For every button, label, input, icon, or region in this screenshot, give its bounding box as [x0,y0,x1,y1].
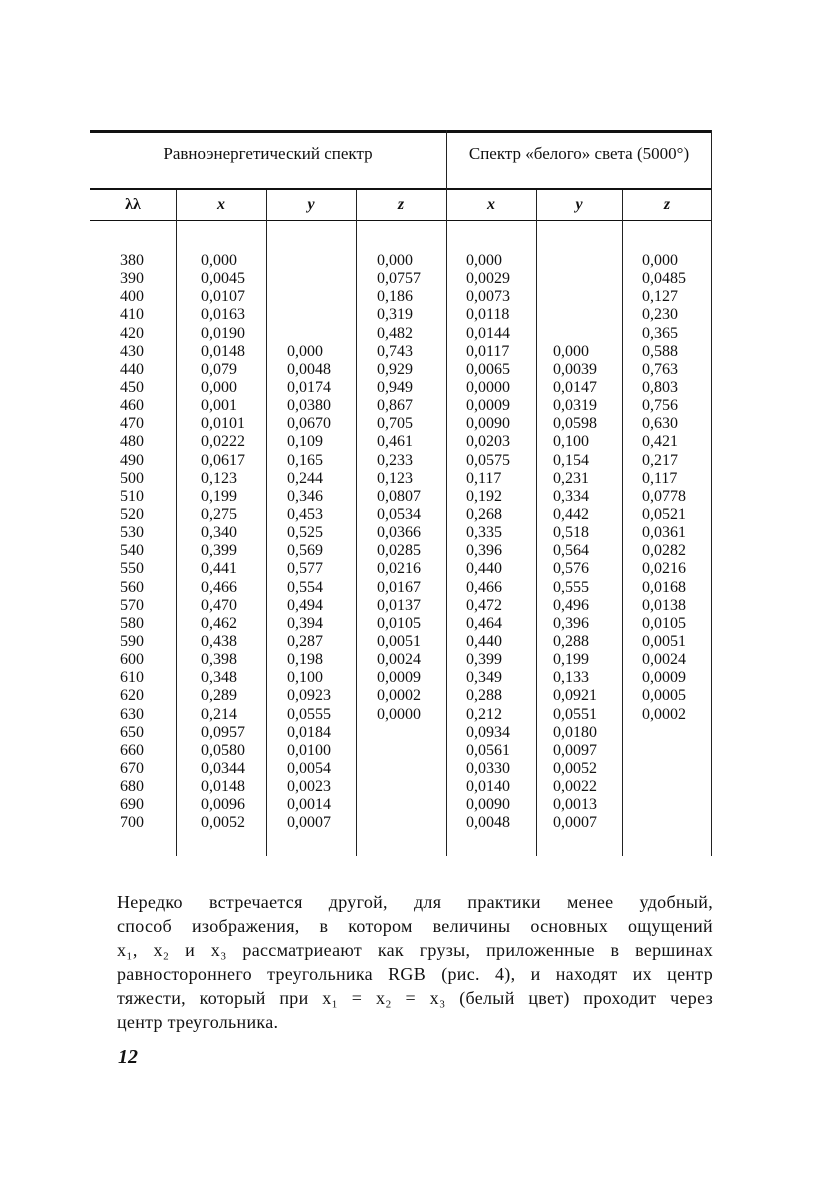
table-cell: 0,0105 [377,614,421,632]
table-cell: 0,0051 [642,632,686,650]
table-cell: 0,496 [553,596,589,614]
table-cell: 0,929 [377,360,413,378]
table-cell: 0,0002 [377,687,421,705]
table-cell: 0,0048 [466,814,510,832]
table-cell: 0,0052 [201,814,245,832]
table-cell: 0,462 [201,614,237,632]
column-eq-y [287,252,331,833]
column-divider [266,190,267,856]
table-cell-empty [553,288,597,306]
table-cell: 0,335 [466,524,502,542]
table-cell: 0,0580 [201,741,245,759]
table-cell: 0,0096 [201,796,245,814]
table-cell: 0,564 [553,542,589,560]
table-cell: 0,0957 [201,723,245,741]
table-cell: 0,275 [201,505,237,523]
table-cell: 590 [120,632,144,650]
table-cell: 0,0048 [287,360,331,378]
table-cell: 440 [120,360,144,378]
table-cell: 0,0282 [642,542,686,560]
table-cell: 380 [120,252,144,269]
table-cell: 0,0007 [287,814,331,832]
table-cell: 0,100 [553,433,589,451]
table-cell: 0,288 [466,687,502,705]
column-eq-z [377,252,421,724]
page-number: 12 [118,1046,138,1068]
table-cell: 500 [120,469,144,487]
table-cell: 0,0045 [201,270,245,288]
paragraph-line: тяжести, который при x₁ = x₂ = x₃ (белый цвет) проходит через [117,988,713,1008]
table-cell: 0,518 [553,524,589,542]
table-cell: 0,287 [287,632,323,650]
table-cell: 0,438 [201,632,237,650]
table-cell: 0,0065 [466,360,510,378]
column-wh-y [553,252,597,833]
table-cell: 0,0344 [201,759,245,777]
table-cell: 0,0147 [553,378,597,396]
table-cell: 0,0184 [287,723,331,741]
table-cell: 0,0024 [377,651,421,669]
column-divider [622,190,623,856]
table-cell: 0,199 [201,487,237,505]
col-header-eq-y: y [307,196,315,213]
table-cell: 0,0216 [642,560,686,578]
table-cell: 0,0009 [377,669,421,687]
table-cell: 0,288 [553,632,589,650]
table-cell: 0,230 [642,306,678,324]
table-cell: 0,319 [377,306,413,324]
table-cell-empty [287,288,331,306]
col-header-lambda: λλ [125,196,141,213]
table-cell: 0,394 [287,614,323,632]
table-cell: 0,000 [201,378,237,396]
table-cell: 0,0934 [466,723,510,741]
table-cell: 0,000 [377,252,413,269]
table-cell: 0,0105 [642,614,686,632]
column-eq-x [201,252,245,833]
table-cell: 680 [120,778,144,796]
group-header-white-light: Спектр «белого» света (5000°) [468,144,690,163]
table-cell: 0,214 [201,705,237,723]
table-cell: 0,0190 [201,324,245,342]
table-cell: 0,0555 [287,705,331,723]
table-cell: 0,0598 [553,415,597,433]
table-cell: 0,0090 [466,415,510,433]
table-cell: 0,0052 [553,759,597,777]
table-cell: 0,0551 [553,705,597,723]
table-cell: 0,0138 [642,596,686,614]
table-cell: 560 [120,578,144,596]
table-cell: 460 [120,397,144,415]
table-cell: 0,000 [553,342,589,360]
table-cell-empty [553,325,597,343]
table-cell: 0,705 [377,415,413,433]
table-cell-empty [553,252,597,270]
table-cell: 0,0521 [642,505,686,523]
table-cell: 0,0148 [201,342,245,360]
table-cell: 690 [120,796,144,814]
table-cell: 0,231 [553,469,589,487]
table-cell: 0,0319 [553,397,597,415]
table-cell: 0,0807 [377,487,421,505]
column-divider [176,190,177,856]
table-cell: 670 [120,759,144,777]
table-cell: 0,0009 [642,669,686,687]
table-cell: 0,0923 [287,687,331,705]
table-cell: 0,0029 [466,270,510,288]
col-header-wh-z: z [663,196,671,213]
col-header-wh-x: x [487,196,495,213]
table-cell: 530 [120,524,144,542]
table-cell: 0,186 [377,288,413,306]
table-cell: 0,867 [377,397,413,415]
table-cell: 0,001 [201,397,237,415]
table-cell: 0,334 [553,487,589,505]
table-cell: 0,803 [642,378,678,396]
table-cell: 450 [120,378,144,396]
table-cell: 520 [120,505,144,523]
table-cell: 0,743 [377,342,413,360]
spectral-table [90,130,712,856]
table-cell: 0,133 [553,669,589,687]
col-header-eq-x: x [217,196,225,213]
table-cell: 0,441 [201,560,237,578]
table-cell: 0,000 [201,252,237,269]
table-cell: 0,0023 [287,778,331,796]
table-cell: 0,440 [466,632,502,650]
col-header-wh-y: y [575,196,583,213]
table-cell: 0,0485 [642,270,686,288]
table-cell: 0,123 [377,469,413,487]
table-cell: 0,199 [553,651,589,669]
table-cell: 0,0180 [553,723,597,741]
table-cell: 0,0330 [466,759,510,777]
table-cell: 0,117 [642,469,678,487]
table-cell: 0,525 [287,524,323,542]
table-cell: 0,244 [287,469,323,487]
table-cell: 0,396 [553,614,589,632]
table-cell: 0,0002 [642,705,686,723]
table-cell: 0,0534 [377,505,421,523]
table-cell: 0,127 [642,288,678,306]
table-cell: 0,289 [201,687,237,705]
table-cell: 0,588 [642,342,678,360]
table-cell: 550 [120,560,144,578]
table-cell: 0,0168 [642,578,686,596]
table-cell: 0,0137 [377,596,421,614]
table-cell: 0,0024 [642,651,686,669]
table-cell: 0,396 [466,542,502,560]
table-cell: 0,0366 [377,524,421,542]
table-cell: 0,0617 [201,451,245,469]
table-cell: 0,494 [287,596,323,614]
table-cell: 610 [120,669,144,687]
paragraph-line: Нередко встречается другой, для практики менее удобный, [117,892,713,912]
column-divider [536,190,537,856]
table-cell-empty [287,325,331,343]
table-cell: 0,079 [201,360,237,378]
table-cell: 0,0090 [466,796,510,814]
table-cell: 0,0174 [287,378,331,396]
table-cell-empty [287,270,331,288]
table-cell: 0,577 [287,560,323,578]
table-cell: 0,453 [287,505,323,523]
table-cell: 0,000 [466,252,502,269]
table-cell: 0,346 [287,487,323,505]
table-cell: 0,421 [642,433,678,451]
table-cell: 540 [120,542,144,560]
table-top-rule [90,130,712,133]
table-cell: 0,0005 [642,687,686,705]
table-cell-empty [287,252,331,270]
table-cell: 0,470 [201,596,237,614]
table-cell: 0,0163 [201,306,245,324]
table-cell: 0,233 [377,451,413,469]
table-cell: 0,0101 [201,415,245,433]
column-divider [356,190,357,856]
body-paragraph [117,890,713,1034]
group-header-equal-energy: Равноэнергетический спектр [163,144,373,163]
table-cell: 0,0575 [466,451,510,469]
paragraph-line: равностороннего треугольника RGB (рис. 4), и находят их центр [117,964,713,984]
table-cell: 0,442 [553,505,589,523]
table-cell: 0,0039 [553,360,597,378]
table-cell: 570 [120,596,144,614]
table-cell: 0,0100 [287,741,331,759]
table-cell: 0,440 [466,560,502,578]
table-cell: 0,217 [642,451,678,469]
table-cell: 0,109 [287,433,323,451]
paragraph-line: способ изображения, в котором величины основных ощущений [117,916,713,936]
table-cell: 0,154 [553,451,589,469]
table-cell: 0,0148 [201,778,245,796]
table-cell: 0,0022 [553,778,597,796]
table-cell: 0,949 [377,378,413,396]
table-cell: 0,399 [466,651,502,669]
table-cell: 0,0561 [466,741,510,759]
table-cell: 660 [120,741,144,759]
table-cell: 480 [120,433,144,451]
table-cell: 510 [120,487,144,505]
table-cell: 0,482 [377,324,413,342]
table-cell: 0,0144 [466,324,510,342]
group-divider [446,130,447,856]
table-cell: 0,472 [466,596,502,614]
table-cell: 0,399 [201,542,237,560]
table-cell: 0,0778 [642,487,686,505]
table-cell: 0,0216 [377,560,421,578]
table-cell: 0,123 [201,469,237,487]
table-cell: 0,398 [201,651,237,669]
table-cell: 0,0921 [553,687,597,705]
table-right-border [711,130,712,856]
table-cell: 620 [120,687,144,705]
table-cell: 470 [120,415,144,433]
table-cell: 0,554 [287,578,323,596]
table-cell: 420 [120,324,144,342]
table-cell: 0,198 [287,651,323,669]
table-cell: 0,0054 [287,759,331,777]
table-cell: 0,000 [287,342,323,360]
table-header-rule [90,188,712,190]
table-cell: 0,0013 [553,796,597,814]
table-cell: 0,0380 [287,397,331,415]
table-cell: 0,461 [377,433,413,451]
table-cell: 0,464 [466,614,502,632]
table-cell: 580 [120,614,144,632]
table-cell: 0,000 [642,252,678,269]
table-cell: 0,0117 [466,342,510,360]
table-cell: 0,0757 [377,270,421,288]
table-cell: 0,0118 [466,306,510,324]
table-cell-empty [553,270,597,288]
table-cell: 0,0140 [466,778,510,796]
table-cell: 630 [120,705,144,723]
table-subheader-rule [90,220,712,221]
table-cell: 0,763 [642,360,678,378]
table-cell: 650 [120,723,144,741]
table-cell: 0,0670 [287,415,331,433]
table-cell: 0,576 [553,560,589,578]
table-cell: 0,756 [642,397,678,415]
table-cell: 0,0107 [201,288,245,306]
table-cell: 0,268 [466,505,502,523]
column-wh-x [466,252,510,833]
table-cell: 0,0014 [287,796,331,814]
table-cell: 0,348 [201,669,237,687]
col-header-eq-z: z [397,196,405,213]
table-cell: 0,349 [466,669,502,687]
table-cell-empty [553,306,597,324]
table-cell: 0,212 [466,705,502,723]
table-cell: 390 [120,270,144,288]
table-cell: 0,165 [287,451,323,469]
table-cell: 0,365 [642,324,678,342]
table-cell: 400 [120,288,144,306]
table-cell: 0,0222 [201,433,245,451]
table-cell: 0,0000 [466,378,510,396]
table-cell: 600 [120,651,144,669]
table-cell: 430 [120,342,144,360]
table-cell: 0,0009 [466,397,510,415]
table-cell: 0,466 [466,578,502,596]
table-cell: 0,0167 [377,578,421,596]
paragraph-line: x₁, x₂ и x₃ рассматриеают как грузы, приложенные в вершинах [117,940,713,960]
table-cell: 0,0000 [377,705,421,723]
column-wh-z [642,252,686,724]
table-cell-empty [287,306,331,324]
table-cell: 0,0007 [553,814,597,832]
table-cell: 0,0203 [466,433,510,451]
table-cell: 0,555 [553,578,589,596]
table-cell: 410 [120,306,144,324]
table-cell: 0,569 [287,542,323,560]
table-cell: 0,0097 [553,741,597,759]
table-cell: 0,340 [201,524,237,542]
table-cell: 0,117 [466,469,502,487]
table-cell: 0,466 [201,578,237,596]
table-cell: 0,0285 [377,542,421,560]
table-cell: 700 [120,814,144,832]
column-lambda [120,252,144,833]
paragraph-line: центр треугольника. [117,1012,279,1032]
table-cell: 0,0051 [377,632,421,650]
table-cell: 0,0361 [642,524,686,542]
table-cell: 0,100 [287,669,323,687]
table-cell: 0,0073 [466,288,510,306]
table-cell: 0,192 [466,487,502,505]
table-cell: 490 [120,451,144,469]
table-cell: 0,630 [642,415,678,433]
